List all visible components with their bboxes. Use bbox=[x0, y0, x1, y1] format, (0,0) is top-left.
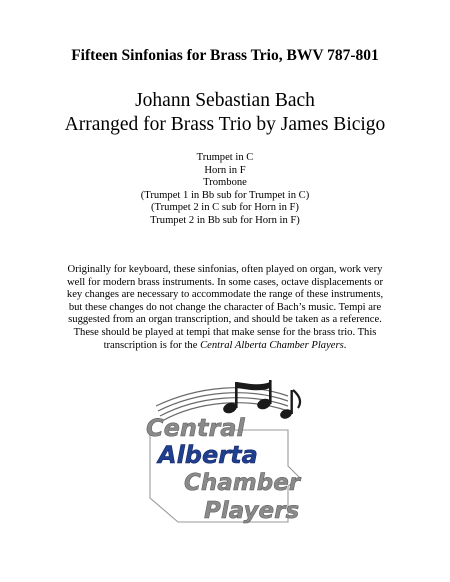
logo-word-alberta: Alberta bbox=[158, 441, 258, 469]
instrument-item: Trombone bbox=[203, 177, 247, 189]
description-last-suffix: . bbox=[343, 339, 347, 351]
instrument-item: (Trumpet 2 in C sub for Horn in F) bbox=[151, 202, 299, 214]
description-line-last bbox=[30, 340, 420, 353]
description-last-prefix: transcription is for the bbox=[103, 339, 201, 351]
logo-graphic bbox=[138, 378, 308, 533]
description-line: well for modern brass instruments. In some cases, octave displacements or bbox=[67, 276, 383, 288]
description-line: but these changes do not change the character of Bach’s music. Tempi are bbox=[68, 301, 382, 313]
arranger-credit: Arranged for Brass Trio by James Bicigo bbox=[64, 114, 386, 135]
description-line: These should be played at tempi that make sense for the brass trio. This bbox=[73, 326, 377, 338]
instrument-item: Horn in F bbox=[204, 164, 246, 176]
logo-word-chamber: Chamber bbox=[184, 470, 301, 496]
logo-word-central: Central bbox=[146, 414, 245, 442]
document-title: Fifteen Sinfonias for Brass Trio, BWV 787-801 bbox=[71, 47, 379, 64]
ensemble-logo bbox=[138, 378, 308, 533]
instrument-item: (Trumpet 1 in Bb sub for Trumpet in C) bbox=[140, 189, 310, 201]
instrument-item: Trumpet in C bbox=[196, 152, 254, 163]
description-line: Originally for keyboard, these sinfonias, often played on organ, work very bbox=[67, 264, 383, 275]
ensemble-name: Central Alberta Chamber Players bbox=[200, 339, 344, 351]
instrument-item: Trumpet 2 in Bb sub for Horn in F) bbox=[150, 214, 300, 226]
description-line: suggested from an organ transcription, and should be taken as a reference. bbox=[68, 314, 382, 326]
description-line: key changes are necessary to accommodate the range of these instruments, bbox=[66, 289, 384, 301]
logo-word-players: Players bbox=[204, 498, 300, 524]
instrument-list bbox=[0, 152, 450, 228]
description-paragraph bbox=[30, 264, 420, 352]
composer-name: Johann Sebastian Bach bbox=[135, 90, 315, 111]
